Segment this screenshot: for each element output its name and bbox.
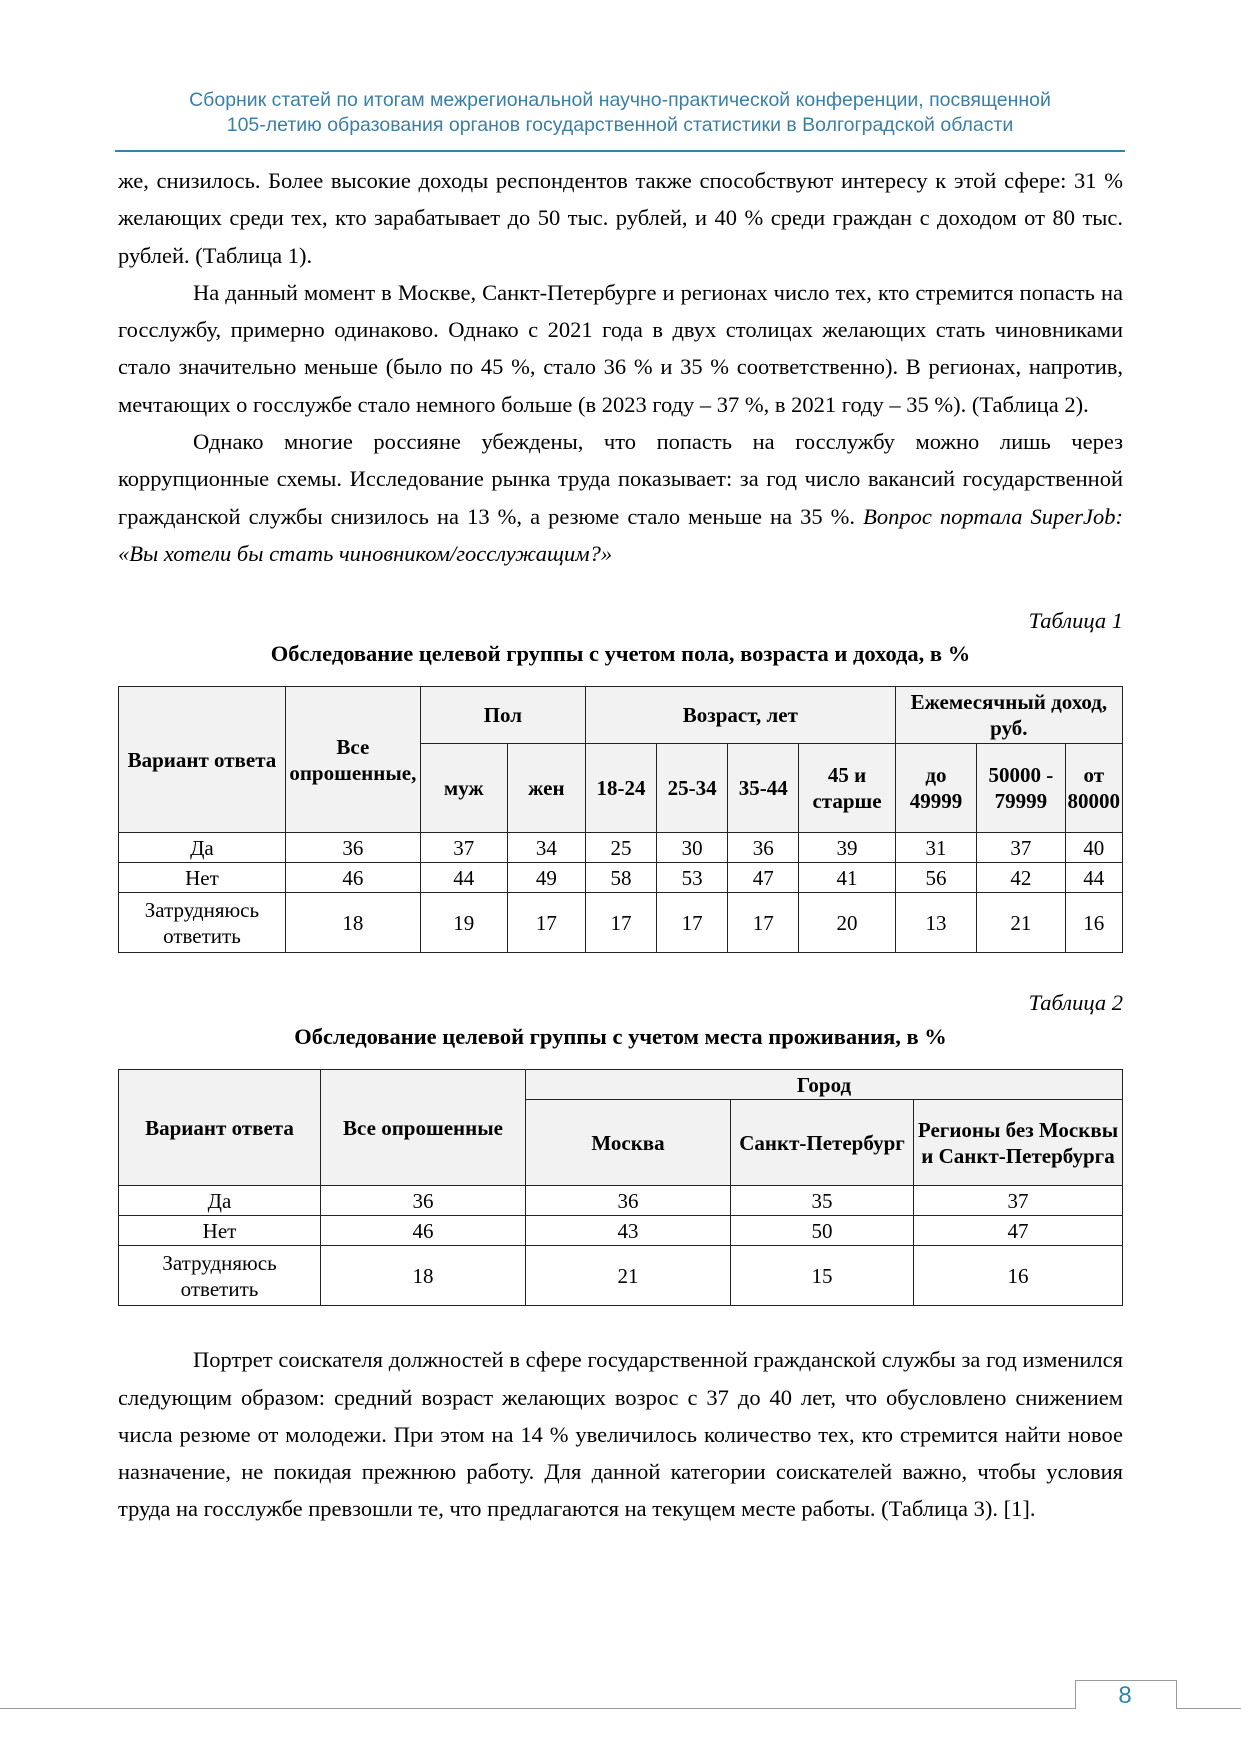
t1-cell: 41 xyxy=(799,863,895,893)
t1-header-age-25-34: 25-34 xyxy=(657,744,728,833)
table-2-number: Таблица 2 xyxy=(1028,990,1123,1016)
t1-row-label: Нет xyxy=(119,863,286,893)
paragraph-2: На данный момент в Москве, Санкт-Петербурге и регионах число тех, кто стремится попасть на госслужбу, примерно одинаково. Однако с 2021 года в двух столицах желающих стать чиновниками стало значительно меньше (было по 45 %, стало 36 % и 35 % соответственно). В регионах, напротив, мечтающих о госслужбе стало немного больше (в 2023 году – 37 %, в 2021 году – 35 %). (Таблица 2). xyxy=(118,279,1123,417)
t2-cell: 50 xyxy=(731,1216,914,1246)
footer-rule-right xyxy=(1175,1708,1241,1709)
t1-cell: 49 xyxy=(507,863,585,893)
paragraph-1: же, снизилось. Более высокие доходы респондентов также способствуют интересу к этой сфере: 31 % желающих среди тех, кто зарабатывает до 50 тыс. рублей, и 40 % среди граждан с доходом от 80 тыс. рублей. (Таблица 1). xyxy=(118,168,1123,268)
t1-cell: 56 xyxy=(895,863,976,893)
table-row xyxy=(119,1186,1123,1216)
t2-cell: 15 xyxy=(731,1246,914,1306)
t1-cell: 16 xyxy=(1065,893,1123,953)
t2-header-moscow: Москва xyxy=(526,1100,731,1186)
t2-cell: 47 xyxy=(914,1216,1123,1246)
t1-header-gender: Пол xyxy=(420,687,585,744)
t1-header-age-45-plus: 45 и старше xyxy=(799,744,895,833)
table-row xyxy=(119,863,1123,893)
header-divider xyxy=(115,150,1125,152)
t1-cell: 58 xyxy=(585,863,656,893)
t2-cell: 36 xyxy=(321,1186,526,1216)
t1-cell: 18 xyxy=(285,893,420,953)
t1-cell: 17 xyxy=(728,893,799,953)
t1-cell: 19 xyxy=(420,893,507,953)
t1-cell: 46 xyxy=(285,863,420,893)
t1-cell: 30 xyxy=(657,833,728,863)
t1-header-age: Возраст, лет xyxy=(585,687,895,744)
t1-cell: 39 xyxy=(799,833,895,863)
t2-cell: 18 xyxy=(321,1246,526,1306)
t1-row-label: Затрудняюсь ответить xyxy=(119,893,286,953)
t1-cell: 17 xyxy=(585,893,656,953)
t2-row-label: Да xyxy=(119,1186,321,1216)
t1-header-age-35-44: 35-44 xyxy=(728,744,799,833)
t1-header-age-18-24: 18-24 xyxy=(585,744,656,833)
t2-header-spb: Санкт-Петербург xyxy=(731,1100,914,1186)
t2-header-variant: Вариант ответа xyxy=(119,1070,321,1186)
paragraph-4: Портрет соискателя должностей в сфере государственной гражданской службы за год изменился следующим образом: средний возраст желающих возрос с 37 до 40 лет, что обусловлено снижением числа резюме от молодежи. При этом на 14 % увеличилось количество тех, кто стремится найти новое назначение, не покидая прежнюю работу. Для данной категории соискателей важно, чтобы условия труда на госслужбе превзошли те, что предлагаются на текущем месте работы. (Таблица 3). [1]. xyxy=(118,1347,1123,1522)
t1-header-all: Все опрошенные, xyxy=(285,687,420,833)
t2-header-all: Все опрошенные xyxy=(321,1070,526,1186)
t1-cell: 13 xyxy=(895,893,976,953)
t1-header-income-mid: 50000 - 79999 xyxy=(977,744,1065,833)
header-line-1: Сборник статей по итогам межрегиональной научно-практической конференции, посвященной xyxy=(189,89,1051,111)
t1-cell: 17 xyxy=(657,893,728,953)
t1-header-income-high: от 80000 xyxy=(1065,744,1123,833)
t1-header-variant: Вариант ответа xyxy=(119,687,286,833)
t1-cell: 44 xyxy=(420,863,507,893)
t1-cell: 25 xyxy=(585,833,656,863)
t2-row-label: Нет xyxy=(119,1216,321,1246)
paragraph-3-text: Однако многие россияне убеждены, что попасть на госслужбу можно лишь через коррупционные схемы. Исследование рынка труда показывает: за год число вакансий государственной гражданской службы снизилось на 13 %, а резюме стало меньше на 35 %. xyxy=(118,429,1123,529)
table-2 xyxy=(118,1069,1123,1306)
t1-header-female: жен xyxy=(507,744,585,833)
table-2-title: Обследование целевой группы с учетом места проживания, в % xyxy=(294,1024,947,1050)
t1-header-male: муж xyxy=(420,744,507,833)
t2-row-label: Затрудняюсь ответить xyxy=(119,1246,321,1306)
t1-header-income: Ежемесячный доход, руб. xyxy=(895,687,1122,744)
t1-cell: 44 xyxy=(1065,863,1123,893)
t1-cell: 42 xyxy=(977,863,1065,893)
t2-cell: 43 xyxy=(526,1216,731,1246)
paragraph-3-italic: Вопрос портала SuperJob: «Вы хотели бы стать чиновником/госслужащим?» xyxy=(118,503,1124,566)
t2-cell: 35 xyxy=(731,1186,914,1216)
page-number: 8 xyxy=(1118,1682,1132,1709)
table-1-title: Обследование целевой группы с учетом пола, возраста и дохода, в % xyxy=(270,641,971,667)
t2-header-city: Город xyxy=(526,1070,1123,1100)
page-content xyxy=(118,162,1123,1528)
table-row xyxy=(119,1246,1123,1306)
table-row xyxy=(119,893,1123,953)
t1-cell: 21 xyxy=(977,893,1065,953)
t2-cell: 21 xyxy=(526,1246,731,1306)
table-row xyxy=(119,1216,1123,1246)
t2-header-regions: Регионы без Москвы и Санкт-Петербурга xyxy=(914,1100,1123,1186)
t1-cell: 37 xyxy=(420,833,507,863)
table-1 xyxy=(118,686,1123,953)
t1-cell: 36 xyxy=(285,833,420,863)
running-header xyxy=(115,88,1125,138)
footer-rule-left xyxy=(0,1708,1075,1709)
t2-cell: 37 xyxy=(914,1186,1123,1216)
t2-cell: 16 xyxy=(914,1246,1123,1306)
t1-cell: 37 xyxy=(977,833,1065,863)
t1-cell: 53 xyxy=(657,863,728,893)
t1-cell: 31 xyxy=(895,833,976,863)
t1-cell: 36 xyxy=(728,833,799,863)
t1-cell: 20 xyxy=(799,893,895,953)
table-row xyxy=(119,833,1123,863)
t1-row-label: Да xyxy=(119,833,286,863)
t1-cell: 47 xyxy=(728,863,799,893)
t1-cell: 40 xyxy=(1065,833,1123,863)
t1-header-income-low: до 49999 xyxy=(895,744,976,833)
paragraph-3 xyxy=(118,423,1123,572)
t1-cell: 17 xyxy=(507,893,585,953)
t2-cell: 36 xyxy=(526,1186,731,1216)
table-1-number: Таблица 1 xyxy=(1028,608,1123,634)
t1-cell: 34 xyxy=(507,833,585,863)
t2-cell: 46 xyxy=(321,1216,526,1246)
header-line-2: 105-летию образования органов государственной статистики в Волгоградской области xyxy=(226,114,1014,136)
